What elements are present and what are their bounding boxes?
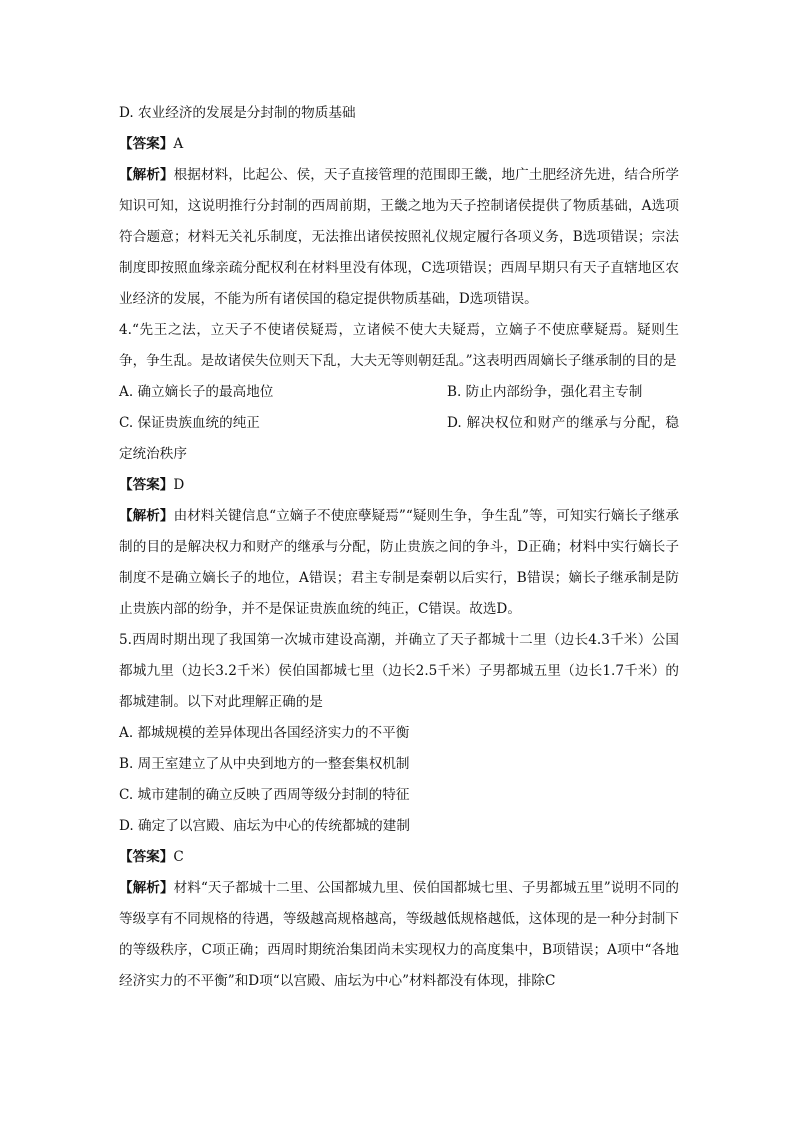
q3-answer [119, 129, 679, 160]
q5-option-d: D. 确定了以宫殿、庙坛为中心的传统都城的建制 [119, 818, 410, 834]
q4-options [119, 377, 679, 408]
q3-analysis [119, 160, 679, 315]
answer-value: D [173, 477, 185, 493]
q4-answer [119, 470, 679, 501]
analysis-text: 材料“天子都城十二里、公国都城九里、侯伯国都城七里、子男都城五里”说明不同的等级享有不同规格的待遇，等级越高规格越高，等级越低规格越低，这体现的是一种分封制下的等级秩序，C项正确；西周时期统治集团尚未实现权力的高度集中，B项错误；A项中“各地经济实力的不平衡”和D项“以宫殿、庙坛为中心”材料都没有体现，排除C [119, 880, 679, 989]
q4-stem: 4.“先王之法，立天子不使诸侯疑焉，立诸候不使大夫疑焉，立嫡子不使庶孽疑焉。疑则生争，争生乱。是故诸侯失位则天下乱，大夫无等则朝廷乱。”这表明西周嫡长子继承制的目的是 [119, 322, 679, 369]
q5-option-a: A. 都城规模的差异体现出各国经济实力的不平衡 [119, 725, 410, 741]
analysis-tag: 【解析】 [119, 508, 174, 524]
q4-option-b: B. 防止内部纷争，强化君主专制 [447, 384, 643, 400]
analysis-text: 根据材料，比起公、侯，天子直接管理的范围即王畿，地广土肥经济先进，结合所学知识可知，这说明推行分封制的西周前期，王畿之地为天子控制诸侯提供了物质基础，A选项符合题意；材料无关礼乐制度，无法推出诸侯按照礼仪规定履行各项义务，B选项错误；宗法制度即按照血缘亲疏分配权利在材料里没有体现，C选项错误；西周早期只有天子直辖地区农业经济的发展，不能为所有诸侯国的稳定提供物质基础，D选项错误。 [119, 167, 679, 307]
q5-analysis [119, 873, 679, 997]
q4-option-d: D. 解决权位和财产的继承与分配，稳定统治秩序 [119, 415, 679, 462]
answer-tag: 【答案】 [119, 477, 174, 493]
page-content [119, 98, 679, 997]
q4-option-c-d-line [119, 408, 679, 470]
q5-option-b: B. 周王室建立了从中央到地方的一整套集权机制 [119, 756, 410, 772]
q4-option-c: C. 保证贵族血统的纯正 [119, 415, 260, 431]
answer-value: A [173, 136, 184, 152]
analysis-tag: 【解析】 [119, 167, 174, 183]
q5-stem: 5.西周时期出现了我国第一次城市建设高潮，并确立了天子都城十二里（边长4.3千米）公国都城九里（边长3.2千米）侯伯国都城七里（边长2.5千米）子男都城五里（边长1.7千米）的都城建制。以下对此理解正确的是 [119, 632, 679, 710]
q3-option-d: D. 农业经济的发展是分封制的物质基础 [119, 105, 356, 121]
answer-tag: 【答案】 [119, 136, 174, 152]
q5-answer [119, 842, 679, 873]
answer-value: C [173, 849, 184, 865]
q5-option-c: C. 城市建制的确立反映了西周等级分封制的特征 [119, 787, 410, 803]
answer-tag: 【答案】 [119, 849, 174, 865]
analysis-text: 由材料关键信息“立嫡子不使庶孽疑焉”“疑则生争，争生乱”等，可知实行嫡长子继承制的目的是解决权力和财产的继承与分配，防止贵族之间的争斗，D正确；材料中实行嫡长子制度不是确立嫡长子的地位，A错误；君主专制是秦朝以后实行，B错误；嫡长子继承制是防止贵族内部的纷争，并不是保证贵族血统的纯正，C错误。故选D。 [119, 508, 680, 617]
analysis-tag: 【解析】 [119, 880, 174, 896]
q4-option-a: A. 确立嫡长子的最高地位 [119, 384, 274, 400]
q4-analysis [119, 501, 679, 625]
